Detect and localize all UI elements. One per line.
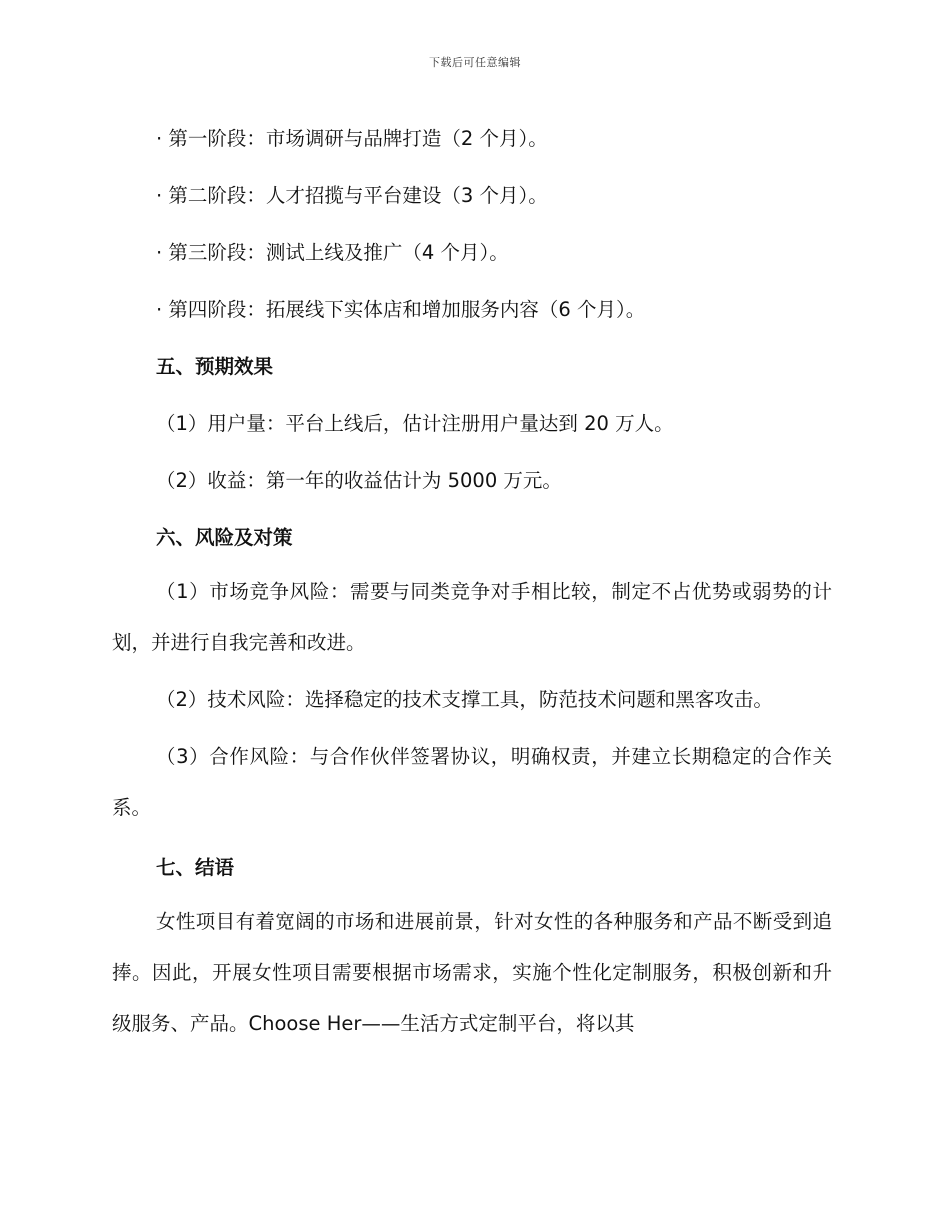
risk-market-competition: （1）市场竞争风险：需要与同类竞争对手相比较，制定不占优势或弱势的计划，并进行自我完善和改进。 <box>112 580 832 654</box>
stage-item-3: · 第三阶段：测试上线及推广（4 个月）。 <box>156 241 509 264</box>
expected-result-revenue: （2）收益：第一年的收益估计为 5000 万元。 <box>156 469 562 492</box>
conclusion-paragraph: 女性项目有着宽阔的市场和进展前景，针对女性的各种服务和产品不断受到追捧。因此，开展女性项目需要根据市场需求，实施个性化定制服务，积极创新和升级服务、产品。Choose Her——生活方式定制平台，将以其 <box>112 910 832 1035</box>
section-heading-risks: 六、风险及对策 <box>156 526 293 549</box>
stage-item-1: · 第一阶段：市场调研与品牌打造（2 个月）。 <box>156 127 548 150</box>
risk-technology: （2）技术风险：选择稳定的技术支撑工具，防范技术问题和黑客攻击。 <box>156 688 773 711</box>
section-heading-conclusion: 七、结语 <box>156 856 235 879</box>
section-heading-expected-results: 五、预期效果 <box>156 355 274 378</box>
stage-item-2: · 第二阶段：人才招揽与平台建设（3 个月）。 <box>156 184 548 207</box>
page-header: 下载后可任意编辑 <box>429 56 521 69</box>
stage-item-4: · 第四阶段：拓展线下实体店和增加服务内容（6 个月）。 <box>156 298 646 321</box>
expected-result-users: （1）用户量：平台上线后，估计注册用户量达到 20 万人。 <box>156 412 674 435</box>
risk-cooperation: （3）合作风险：与合作伙伴签署协议，明确权责，并建立长期稳定的合作关系。 <box>112 745 832 819</box>
document-body <box>112 110 832 1055</box>
